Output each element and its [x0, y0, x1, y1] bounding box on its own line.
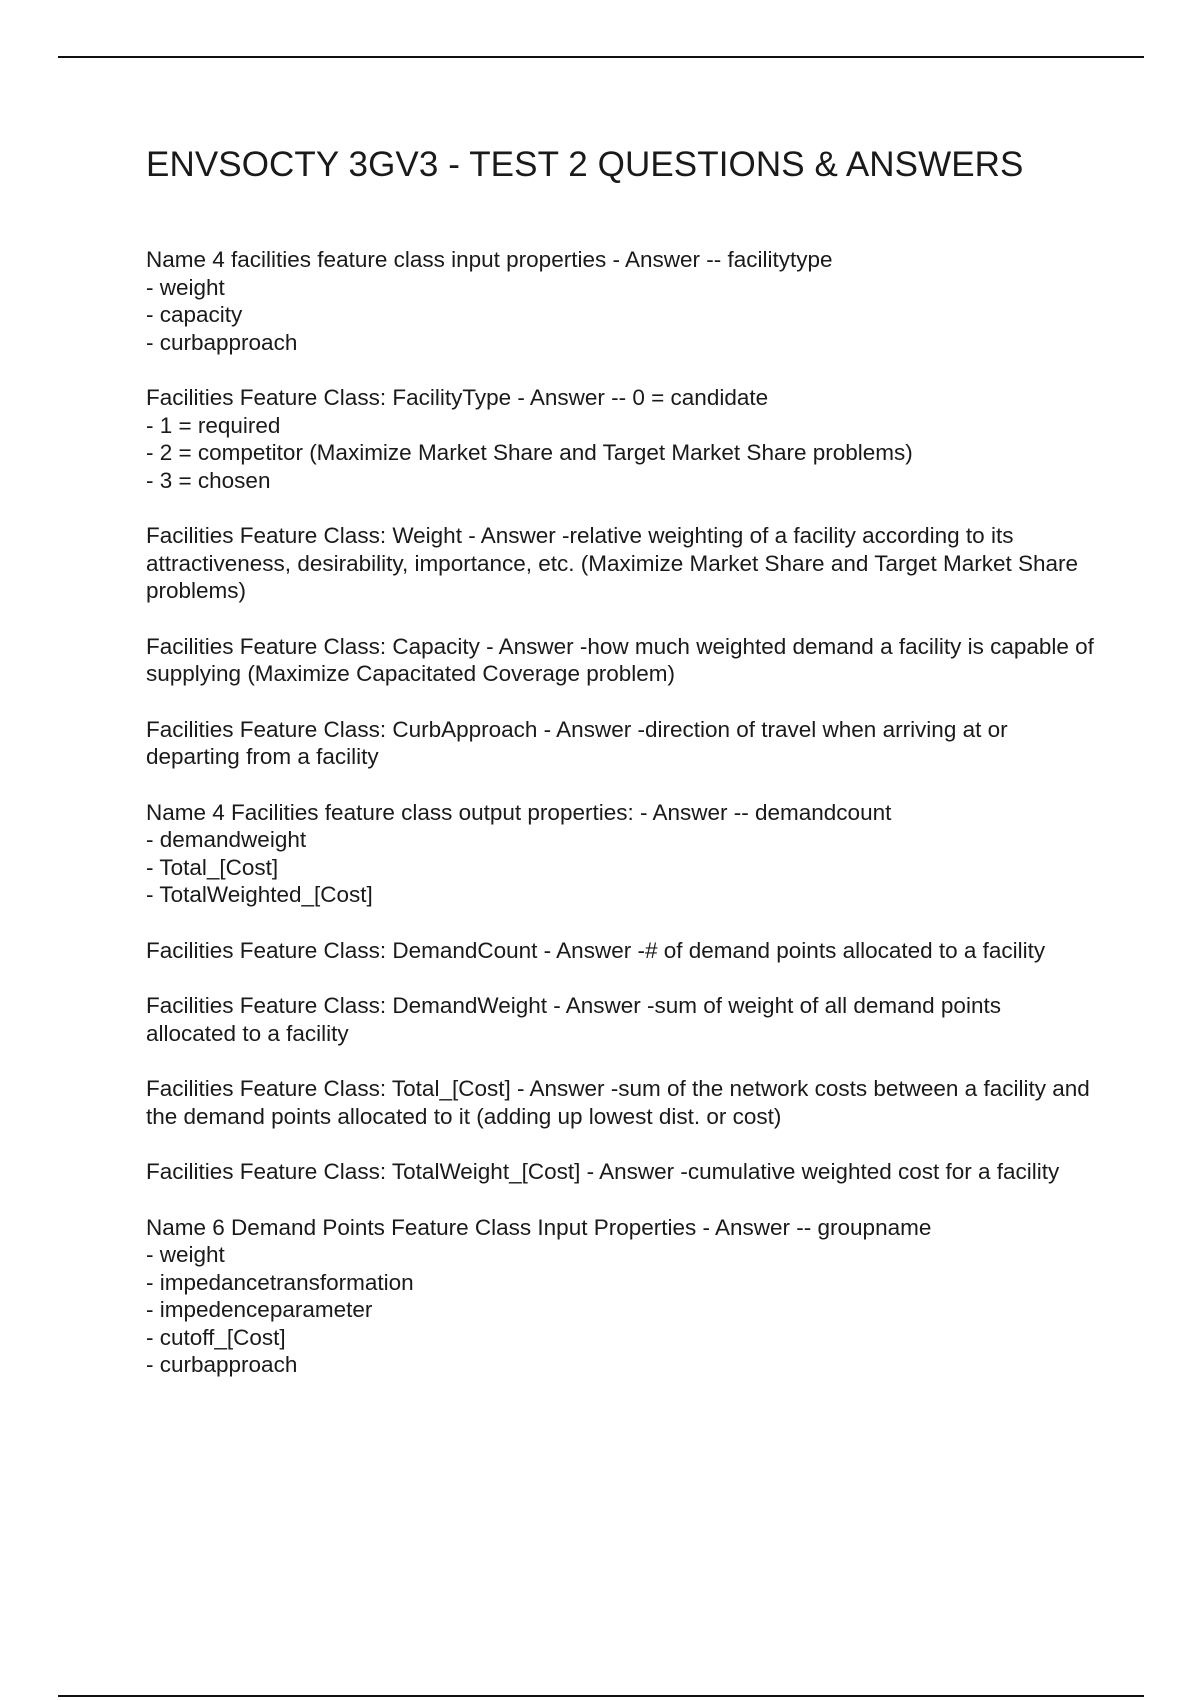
answer: Answer -how much weighted demand a facility is capable of supplying (Maximize Capacitated Coverage problem) [146, 633, 1094, 686]
qa-item [146, 937, 1096, 965]
qa-item [146, 522, 1096, 605]
question: Name 6 Demand Points Feature Class Input Properties - [146, 1214, 716, 1240]
question: Facilities Feature Class: DemandCount - [146, 937, 557, 963]
qa-item [146, 799, 1096, 909]
answer: Answer -- 0 = candidate [529, 385, 769, 410]
answer-list-item: - weight [146, 274, 225, 300]
answer: Answer -- facilitytype [624, 247, 833, 272]
answer-list-item: - 1 = required [146, 412, 281, 438]
answer: Answer -- groupname [715, 1214, 932, 1240]
question: Name 4 facilities feature class input properties - [146, 247, 625, 272]
qa-item [146, 1214, 1096, 1379]
answer: Answer -relative weighting of a facility according to its attractiveness, desirability, importance, etc. (Maximize Market Share and Target Market Share problems) [146, 523, 1079, 603]
answer: Answer -- demandcount [652, 799, 892, 825]
answer: Answer -# of demand points allocated to a facility [556, 937, 1046, 963]
answer-list-item: - cutoff_[Cost] [146, 1324, 286, 1350]
answer-list-item: - capacity [146, 302, 243, 327]
qa-item [146, 384, 1096, 494]
question: Facilities Feature Class: CurbApproach - [146, 716, 557, 742]
question: Name 4 Facilities feature class output properties: - [146, 799, 653, 825]
answer-list-item: - 3 = chosen [146, 467, 271, 493]
answer-list-item: - TotalWeighted_[Cost] [146, 882, 373, 907]
answer-list-item: - demandweight [146, 827, 307, 852]
answer-list-item: - impedancetransformation [146, 1269, 414, 1295]
answer-list-item: - weight [146, 1242, 225, 1267]
question: Facilities Feature Class: Weight - [146, 523, 481, 548]
qa-item [146, 992, 1096, 1047]
qa-item [146, 1075, 1096, 1130]
document-body [146, 140, 1096, 1407]
question: Facilities Feature Class: Total_[Cost] - [146, 1076, 530, 1101]
bottom-rule [58, 1695, 1144, 1697]
question: Facilities Feature Class: FacilityType - [146, 385, 530, 410]
answer: Answer -cumulative weighted cost for a facility [599, 1159, 1060, 1184]
top-rule [58, 56, 1144, 58]
answer: Answer -direction of travel when arriving at or departing from a facility [146, 716, 1008, 769]
answer-list-item: - 2 = competitor (Maximize Market Share and Target Market Share problems) [146, 440, 913, 465]
question: Facilities Feature Class: TotalWeight_[Cost] - [146, 1159, 600, 1184]
answer-list-item: - impedenceparameter [146, 1297, 373, 1322]
answer-list-item: - Total_[Cost] [146, 854, 279, 880]
answer: Answer -sum of weight of all demand points allocated to a facility [146, 993, 1001, 1046]
qa-item [146, 1158, 1096, 1186]
answer-list-item: - curbapproach [146, 1352, 298, 1377]
answer-list-item: - curbapproach [146, 329, 298, 355]
question: Facilities Feature Class: DemandWeight - [146, 993, 566, 1018]
qa-item [146, 716, 1096, 771]
question: Facilities Feature Class: Capacity - [146, 633, 499, 659]
qa-item [146, 633, 1096, 688]
document-title: ENVSOCTY 3GV3 - TEST 2 QUESTIONS & ANSWERS [146, 145, 1024, 184]
qa-item [146, 246, 1096, 356]
answer: Answer -sum of the network costs between a facility and the demand points allocated to it (adding up lowest dist. or cost) [146, 1076, 1090, 1129]
